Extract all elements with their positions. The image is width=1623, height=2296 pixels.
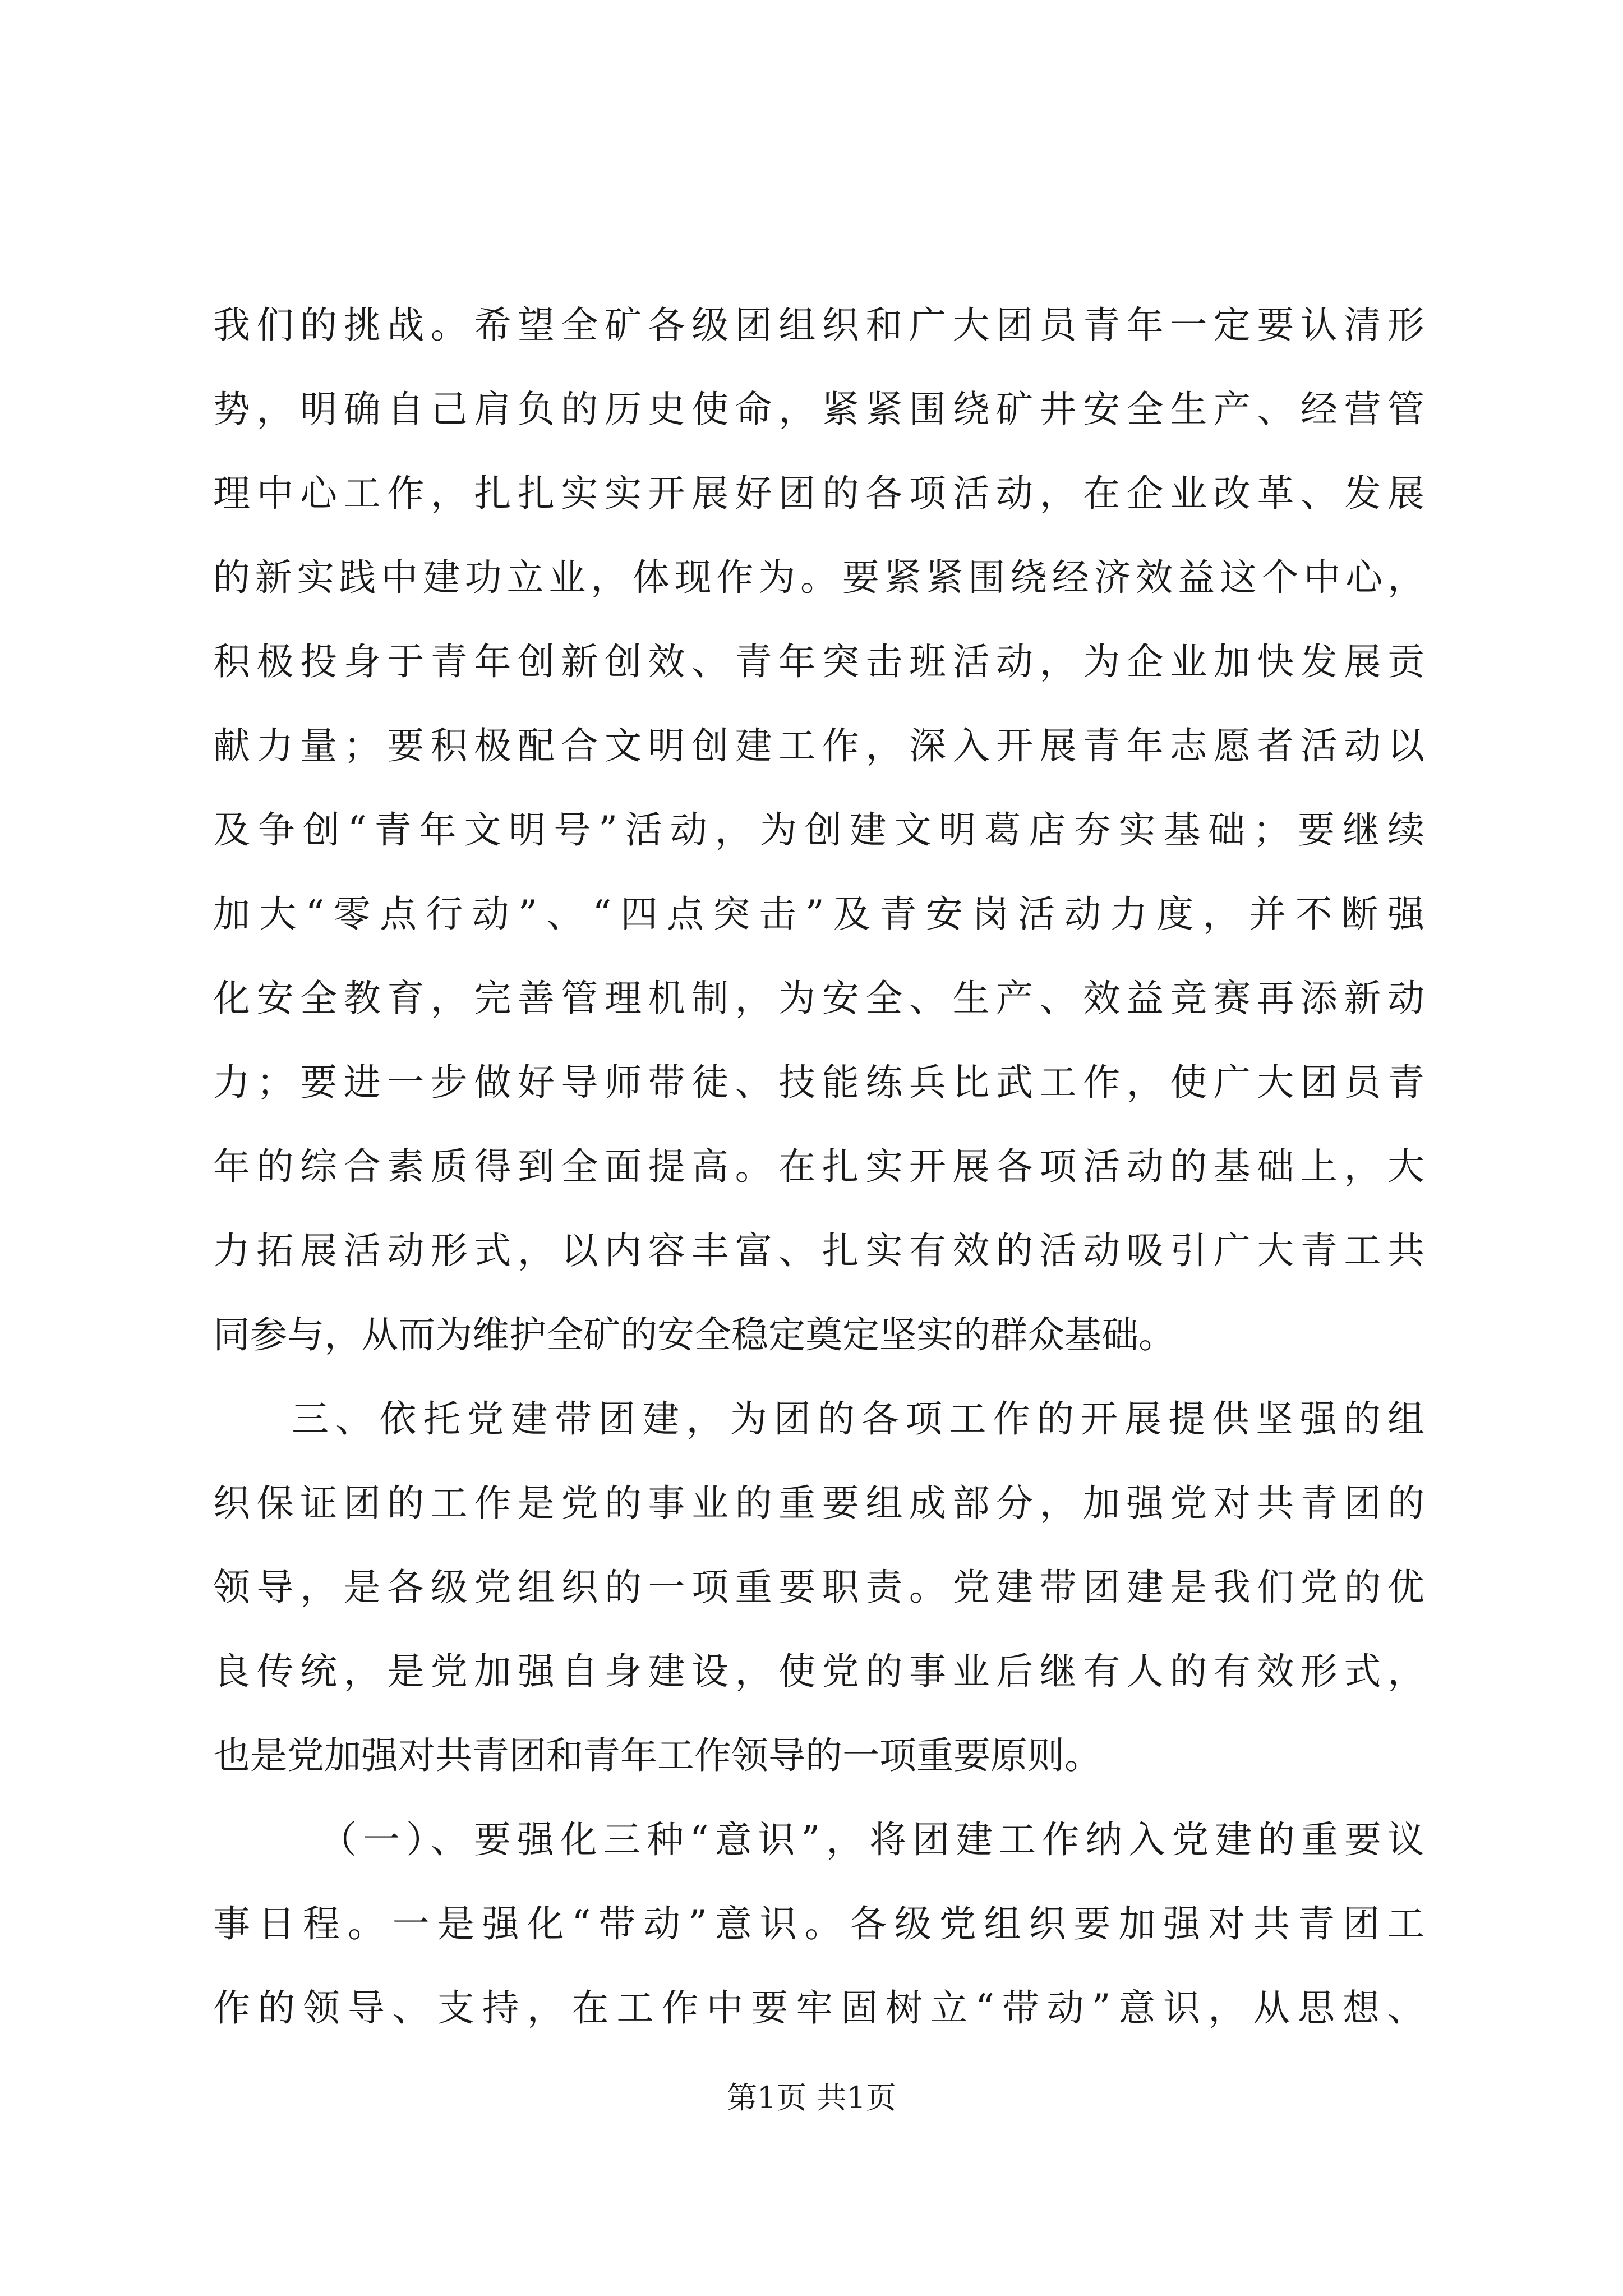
- subsection-heading-line: （一）、要强化三种“意识”，将团建工作纳入党建的重要议: [320, 1818, 1424, 1861]
- text-line: 事日程。一是强化“带动”意识。各级党组织要加强对共青团工: [213, 1902, 1424, 1945]
- text-line: 理中心工作，扎扎实实开展好团的各项活动，在企业改革、发展: [213, 472, 1424, 515]
- text-line: 势，明确自己肩负的历史使命，紧紧围绕矿井安全生产、经营管: [213, 388, 1424, 431]
- text-line: 积极投身于青年创新创效、青年突击班活动，为企业加快发展贡: [213, 640, 1424, 683]
- text-line: 年的综合素质得到全面提高。在扎实开展各项活动的基础上，大: [213, 1145, 1424, 1188]
- text-line: 良传统，是党加强自身建设，使党的事业后继有人的有效形式，: [213, 1650, 1424, 1693]
- text-line: 的新实践中建功立业，体现作为。要紧紧围绕经济效益这个中心，: [213, 556, 1424, 599]
- text-line: 作的领导、支持，在工作中要牢固树立“带动”意识，从思想、: [213, 1986, 1424, 2030]
- text-line: 力拓展活动形式，以内容丰富、扎实有效的活动吸引广大青工共: [213, 1229, 1424, 1272]
- text-line: 加大“零点行动”、“四点突击”及青安岗活动力度，并不断强: [213, 892, 1424, 936]
- text-line: 我们的挑战。希望全矿各级团组织和广大团员青年一定要认清形: [213, 303, 1424, 347]
- text-line: 化安全教育，完善管理机制，为安全、生产、效益竞赛再添新动: [213, 977, 1424, 1020]
- text-line: 织保证团的工作是党的事业的重要组成部分，加强党对共青团的: [213, 1481, 1424, 1525]
- text-line: 力；要进一步做好导师带徒、技能练兵比武工作，使广大团员青: [213, 1061, 1424, 1104]
- page-number-footer: 第1页 共1页: [727, 2080, 896, 2115]
- document-body: [213, 283, 1424, 2050]
- text-line: 领导，是各级党组织的一项重要职责。党建带团建是我们党的优: [213, 1566, 1424, 1609]
- text-line: 也是党加强对共青团和青年工作领导的一项重要原则。: [213, 1734, 1101, 1777]
- section-heading-line: 三、依托党建带团建，为团的各项工作的开展提供坚强的组: [292, 1397, 1424, 1441]
- text-line: 同参与，从而为维护全矿的安全稳定奠定坚实的群众基础。: [213, 1313, 1175, 1356]
- text-line: 及争创“青年文明号”活动，为创建文明葛店夯实基础；要继续: [213, 808, 1424, 852]
- text-line: 献力量；要积极配合文明创建工作，深入开展青年志愿者活动以: [213, 724, 1424, 767]
